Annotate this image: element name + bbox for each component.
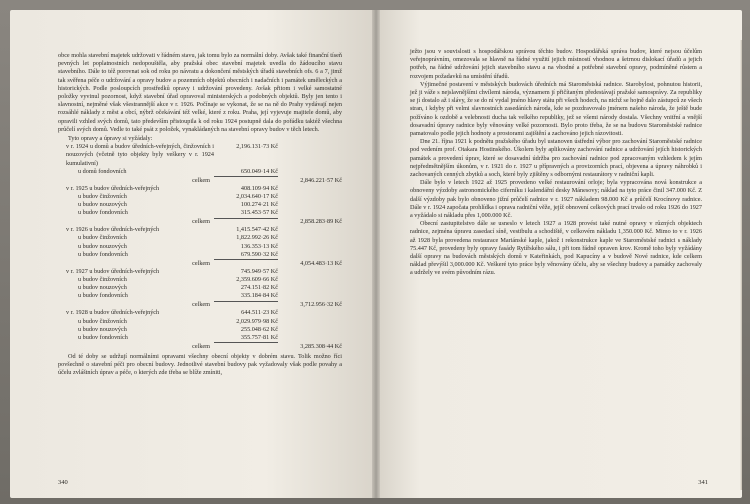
table-intro: Tyto opravy a úpravy si vyžádaly: [68, 135, 153, 143]
table-row [58, 334, 342, 343]
row-label: celkem [192, 301, 210, 309]
row-total [278, 226, 342, 234]
row-label: u budov nouzových [78, 201, 127, 209]
row-total [278, 268, 342, 276]
row-amount [214, 260, 278, 268]
table-row [58, 251, 342, 260]
row-total: 3,285.308·44 Kč [300, 342, 342, 350]
row-total [278, 168, 342, 177]
row-amount: 644.511·23 Kč [241, 309, 278, 317]
table-row [58, 226, 342, 234]
row-amount: 408.109·94 Kč [240, 184, 278, 192]
row-label: u domů fondovních [78, 167, 127, 175]
row-label: v r. 1924 u domů a budov úředních-veřejných, činžovních i nouzových (včetně tyto objekty byly veškery v r. 1924 kumulativní) [66, 143, 214, 167]
row-total [278, 193, 342, 201]
row-amount: 679.590·32 Kč [214, 251, 278, 260]
table-row [58, 185, 342, 193]
right-paragraph-1: ježto jsou v souvislosti s hospodářskou správou těchto budov. Hospodářská správa budov, které nejsou účelům veřejnoprávním, omezovala se hlavně na řádné využití jejich místností vhodnou a šetrnou dislokací úřadů a jejich potřeb, na řádné udržování jejich stavebního stavu a na vhodné a potřebné stavební opravy, podmíněné růstem a rozvojem požadavků na umístění úřadů. [410, 48, 702, 80]
row-label: celkem [192, 176, 210, 184]
row-label: v r. 1926 u budov úředních-veřejných [66, 226, 160, 234]
row-amount: 2,196.131·73 Kč [236, 143, 278, 151]
row-label: v r. 1925 u budov úředních-veřejných [66, 184, 160, 192]
row-total [278, 243, 342, 251]
row-amount: 100.274·21 Kč [240, 201, 278, 209]
row-amount [214, 177, 278, 185]
right-paragraph-4: Dále bylo v letech 1922 až 1925 provedeno velké restaurování orloje; byla vypracována nová konstrukce a obnoveny výzdoby astronomického ciferníku i kalendářní desky Mánesovy; náklad na tyto práce činil 347.000 Kč. Z další výzdoby pak bylo obnoveno jižní průčelí radnice v r. 1927 nákladem 98.000 Kč a průčelí Krocínovy radnice. Dále v r. 1924 započata prohlídka i oprava radniční věže, jejíž obnovení celkových prací trvalo od roku 1926 do 1927 a vyžádalo si nákladu přes 1,000.000 Kč. [410, 179, 702, 220]
right-page-number: 341 [698, 479, 708, 486]
left-intro: obce mohla stavební majetek udržovati v řádném stavu, jak tomu bylo za normální doby. Avšak také finanční tíseň pevných let poplatnostních nedopouštěla, aby pražská obec stavební majetek uvedla do žádoucího stavu stavebního. Dále to též porovnat sok od roku po návratu a dokončení městských úřadů stavebních ofs. 6 a 7, jimž tak svěřena péče o udržování a opravy budov a pozemních objektů obecních i nadačních i památek uměleckých a historických. Podle posloupcích prostředků opravy i udržování provedeny. Avšak přitom i velké samostatné položky vyvinul pozornost, když stavební úřad opravoval ministerských a podobných objektů. Byly jen tento i slavnostní, nejměné však všestrannější akce v r. 1926. Počínaje se vykonat, že se na ně do Prahy vydávají nejen rozsáhlé náklady z měst a obcí, nýbrž očekávání též velké, které z roku. Praha, její vyjevuje majitele domů, aby opravili vzhled svých domů, tato především přistoupila k od roku 1924 postupně dala do pořádku taktéž všechna průčelí svých domů. Vedle to také psát z položek, vynakládaných na stavební opravy budov v těch letech. [58, 52, 342, 133]
table-row [58, 284, 342, 292]
row-amount [214, 301, 278, 309]
table-row [58, 276, 342, 284]
table-row [58, 268, 342, 276]
row-total [278, 276, 342, 284]
table-row [58, 309, 342, 317]
table-total-row [58, 260, 342, 268]
table-row [58, 243, 342, 251]
row-label: u budov fondovních [78, 333, 128, 341]
row-label: v r. 1928 u budov úředních-veřejných [66, 309, 160, 317]
table-row [58, 234, 342, 242]
right-paragraph-5: Obecní zastupitelstvo dále se usneslo v letech 1927 a 1928 provést také nutné opravy v různých objektech radnice, zejména úpravu zasedací síně, vestibulu a schodiště, v celkovém nákladu 1,350.000 Kč. Mimo to v r. 1926 až 1928 byla provedena restaurace Mariánské kaple, jakož i rekonstrukce kaple ve Staroměstské radnici s náklady 75.447 Kč, provedeny byly opravy fasády Rytířského sálu, i při tom řádně opraven krov. Kromě toho byly vyžádány další opravy na budovách městských domů v Kateřinkách, pod Kapucíny a v budově Nové radnice, kde celkem náklad převýšil 3,000.000 Kč. Veškeré tyto práce byly věnovány účelu, aby se všechny budovy a památky zachovaly a udržely ve svém původním rázu. [410, 220, 702, 277]
row-label: u budov nouzových [78, 325, 127, 333]
row-label: u budov nouzových [78, 242, 127, 250]
row-label: u budov činžovních [78, 234, 127, 242]
row-total [278, 185, 342, 193]
row-amount: 136.353·13 Kč [240, 242, 278, 250]
row-total: 2,858.283·89 Kč [300, 218, 342, 226]
row-amount: 274.151·82 Kč [240, 284, 278, 292]
row-label: v r. 1927 u budov úředních-veřejných [66, 267, 160, 275]
left-page-number: 340 [58, 479, 68, 486]
table-row [58, 318, 342, 326]
table-total-row [58, 301, 342, 309]
table-row [58, 143, 342, 168]
row-amount: 2,034.640·17 Kč [236, 192, 278, 200]
row-label: u budov fondovních [78, 292, 128, 300]
row-amount [214, 343, 278, 351]
row-amount: 2,029.979·98 Kč [236, 317, 278, 325]
row-label: celkem [192, 342, 210, 350]
book-gutter [372, 10, 380, 498]
table-total-row [58, 218, 342, 226]
row-total: 4,054.483·13 Kč [300, 259, 342, 267]
row-label: u budov činžovních [78, 275, 127, 283]
row-total [278, 309, 342, 317]
table-total-row [58, 343, 342, 351]
row-amount: 1,822.992·26 Kč [236, 234, 278, 242]
row-total: 2,846.221·57 Kč [300, 176, 342, 184]
table-row [58, 201, 342, 209]
row-label: u budov fondovních [78, 250, 128, 258]
row-amount: 745.949·57 Kč [240, 267, 278, 275]
row-amount: 650.049·14 Kč [214, 168, 278, 177]
table-row [58, 209, 342, 218]
row-amount: 315.453·57 Kč [214, 209, 278, 218]
right-paragraph-2: Výjimečné postavení v městských budovách úředních má Staroměstská radnice. Starobylost, pohnutou historii, jež ji váže s nejslavnějšími chvílemi národa, významem jí přičítaným předestávají pražské samosprávy. Za republiky se jí dostalo až i slávy, že se do ní vydal jméno hlavy státu při všech hodech, na nichž se hojně dalo zástupců ze všech stran, i kdyby při velmi slavnostních zasedáních národa, kde se pozdravovalo jménem našeho národa, že ještě bude požíváno k ozdobě a velebnosti ducha tak velkého republiky, jež se všemi národy dostala. Všechny vnitřní a vnější dosavadní úpravy radnice byly věnovány velké pozornosti. Bylo proto třeba, že se na budovu Staroměstské radnice pamatovalo podle jejich hodnoty a prostorami zajištění a zachováno jejich rázovitosti. [410, 80, 702, 138]
row-amount: 1,415.547·42 Kč [236, 226, 278, 234]
table-row [58, 193, 342, 201]
row-total [278, 251, 342, 260]
row-total [278, 318, 342, 326]
row-label: celkem [192, 218, 210, 226]
left-page-text [58, 52, 342, 377]
table-row [58, 292, 342, 301]
row-total [278, 201, 342, 209]
row-total: 3,712.956·32 Kč [300, 301, 342, 309]
expenditure-table [58, 143, 342, 351]
row-total [278, 326, 342, 334]
row-label: u budov nouzových [78, 284, 127, 292]
row-total [278, 209, 342, 218]
row-amount: 255.048·62 Kč [240, 325, 278, 333]
row-amount: 355.757·81 Kč [214, 334, 278, 343]
row-label: u budov činžovních [78, 317, 127, 325]
right-paragraph-3: Dne 21. října 1921 k podnětu pražského úřadu byl ustanoven ústřední výbor pro zachování Staroměstské radnice pod vedením prof. Otakara Hostinského. Úkolem byly aplikovány zachování radnice a udržování jejích historických památek a provedení úprav, které se dosavadní údržba pro zachování radnice pod zpracovaným vzhledem k jejím nejpředmětnějším úkonům, v r. 1921 do r. 1927 u přípravných a provizorních prací, objevena a úpravy náhrobků i zachovaných cenných zbytků a soch, které byly zjištěny s odbornými restaurátory v radniční kapli. [410, 138, 702, 179]
row-total [278, 292, 342, 301]
page-edges [740, 40, 742, 490]
row-total [278, 334, 342, 343]
open-book [10, 10, 742, 498]
row-total [278, 284, 342, 292]
row-amount: 2,359.609·66 Kč [236, 275, 278, 283]
table-total-row [58, 177, 342, 185]
right-page-text [410, 48, 702, 278]
row-label: u budov fondovních [78, 209, 128, 217]
left-outro: Od té doby se udržují normálními opravami všechny obecní objekty v dobrém stavu. Tolik možno říci povšechně o stavební péči pro obecní budovy. Jednotlivé stavební budovy pak vyžadovaly však podle povahy a účelu zvláštních úprav a péče, o kterých zde třeba se blíže zmíniti, [58, 352, 342, 377]
row-amount: 335.184·84 Kč [214, 292, 278, 301]
row-label: u budov činžovních [78, 192, 127, 200]
table-row [58, 326, 342, 334]
row-amount [214, 218, 278, 226]
row-total [278, 234, 342, 242]
row-total [278, 143, 342, 168]
table-row [58, 168, 342, 177]
left-page [10, 10, 376, 498]
right-page [376, 10, 742, 498]
row-label: celkem [192, 259, 210, 267]
